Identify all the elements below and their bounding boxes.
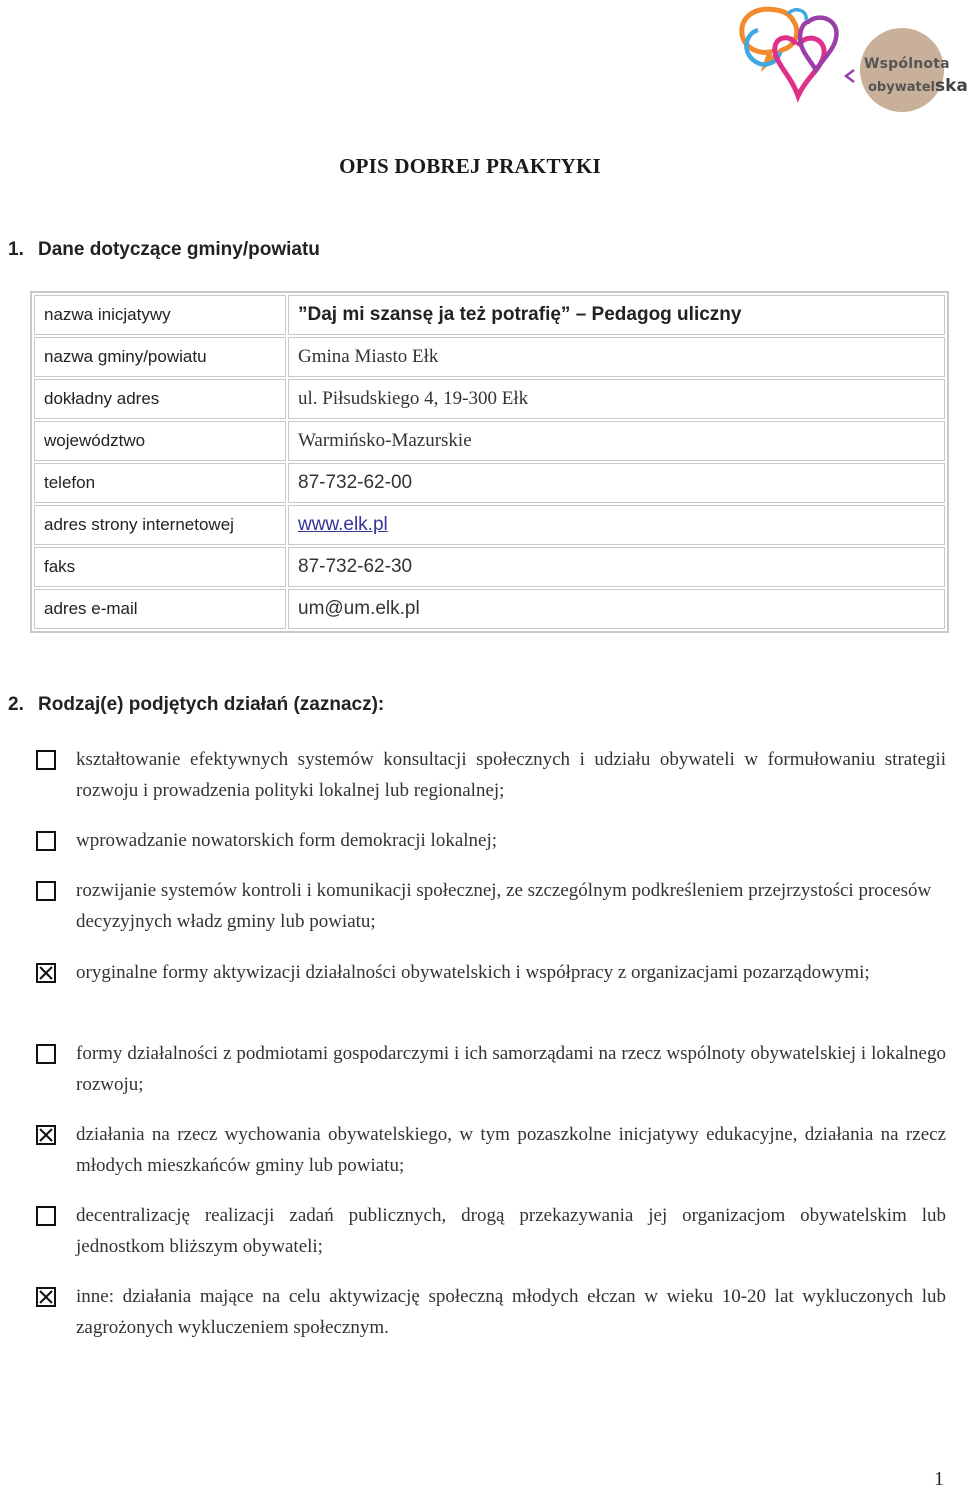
row-label-fax: faks	[34, 547, 286, 587]
chevron-left-icon	[846, 70, 854, 82]
activity-text: oryginalne formy aktywizacji działalności obywatelskich i współpracy z organizacjami pozarządowymi;	[76, 962, 870, 983]
checkbox-checked[interactable]	[36, 1287, 56, 1307]
checkbox[interactable]	[36, 831, 56, 851]
section-2-title: Rodzaj(e) podjętych działań (zaznacz):	[38, 694, 385, 715]
table-row	[34, 505, 945, 545]
row-label-address: dokładny adres	[34, 379, 286, 419]
section-1-heading	[8, 239, 320, 261]
checkbox[interactable]	[36, 750, 56, 770]
row-value-address: ul. Piłsudskiego 4, 19-300 Ełk	[288, 379, 945, 419]
wspolnota-obywatelska-logo	[736, 4, 968, 108]
checkbox[interactable]	[36, 881, 56, 901]
logo-word-obywatelska	[868, 76, 968, 96]
row-label-initiative-name: nazwa inicjatywy	[34, 295, 286, 335]
table-row	[34, 379, 945, 419]
checkbox-checked[interactable]	[36, 963, 56, 983]
check-x-icon	[38, 1127, 54, 1143]
activity-text: decentralizację realizacji zadań publicznych, drogą przekazywania jej organizacjom obywatelskim lub jednostkom bliższym obywateli;	[76, 1205, 946, 1257]
activity-text: kształtowanie efektywnych systemów konsultacji społecznych i udziału obywateli w formułowaniu strategii rozwoju i prowadzenia polityki lokalnej lub regionalnej;	[76, 749, 946, 801]
row-value-voivodeship: Warmińsko-Mazurskie	[288, 421, 945, 461]
activity-text: formy działalności z podmiotami gospodarczymi i ich samorządami na rzecz wspólnoty obywatelskiej i lokalnego rozwoju;	[76, 1043, 946, 1095]
row-label-website: adres strony internetowej	[34, 505, 286, 545]
website-link[interactable]: www.elk.pl	[298, 514, 388, 535]
activity-text: rozwijanie systemów kontroli i komunikacji społecznej, ze szczególnym podkreśleniem przejrzystości procesów decyzyjnych władz gminy lub powiatu;	[76, 880, 932, 932]
section-2-heading	[8, 694, 384, 716]
section-1-title: Dane dotyczące gminy/powiatu	[38, 239, 320, 260]
section-1-number: 1.	[8, 239, 24, 260]
table-row	[34, 421, 945, 461]
table-row	[34, 337, 945, 377]
row-value-email: um@um.elk.pl	[288, 589, 945, 629]
table-row	[34, 295, 945, 335]
activity-text: działania na rzecz wychowania obywatelskiego, w tym pozaszkolne inicjatywy edukacyjne, działania na rzecz młodych mieszkańców gminy lub powiatu;	[76, 1124, 946, 1176]
table-row	[34, 463, 945, 503]
row-value-municipality: Gmina Miasto Ełk	[288, 337, 945, 377]
checkbox[interactable]	[36, 1044, 56, 1064]
table-row	[34, 547, 945, 587]
row-label-municipality: nazwa gminy/powiatu	[34, 337, 286, 377]
row-value-phone: 87-732-62-00	[288, 463, 945, 503]
row-value-fax: 87-732-62-30	[288, 547, 945, 587]
logo-word-wspolnota: Wspólnota	[864, 56, 950, 72]
check-x-icon	[38, 965, 54, 981]
row-label-phone: telefon	[34, 463, 286, 503]
activity-text: wprowadzanie nowatorskich form demokracji lokalnej;	[76, 830, 498, 851]
section-2-number: 2.	[8, 694, 24, 715]
initiative-data-table	[30, 291, 949, 633]
document-title: OPIS DOBREJ PRAKTYKI	[339, 154, 601, 178]
table-row	[34, 589, 945, 629]
row-label-voivodeship: województwo	[34, 421, 286, 461]
row-label-email: adres e-mail	[34, 589, 286, 629]
logo-word-suffix: ska	[934, 76, 968, 96]
checkbox[interactable]	[36, 1206, 56, 1226]
activity-text: inne: działania mające na celu aktywizację społeczną młodych ełczan w wieku 10-20 lat wykluczonych lub zagrożonych wykluczeniem społecznym.	[76, 1286, 946, 1338]
checkbox-checked[interactable]	[36, 1125, 56, 1145]
page-number: 1	[934, 1468, 944, 1490]
row-value-website	[288, 505, 945, 545]
logo-word-obywatel: obywatel	[868, 80, 935, 95]
check-x-icon	[38, 1289, 54, 1305]
row-value-initiative-name: ”Daj mi szansę ja też potrafię” – Pedagog uliczny	[288, 295, 945, 335]
purple-heart	[800, 18, 837, 70]
